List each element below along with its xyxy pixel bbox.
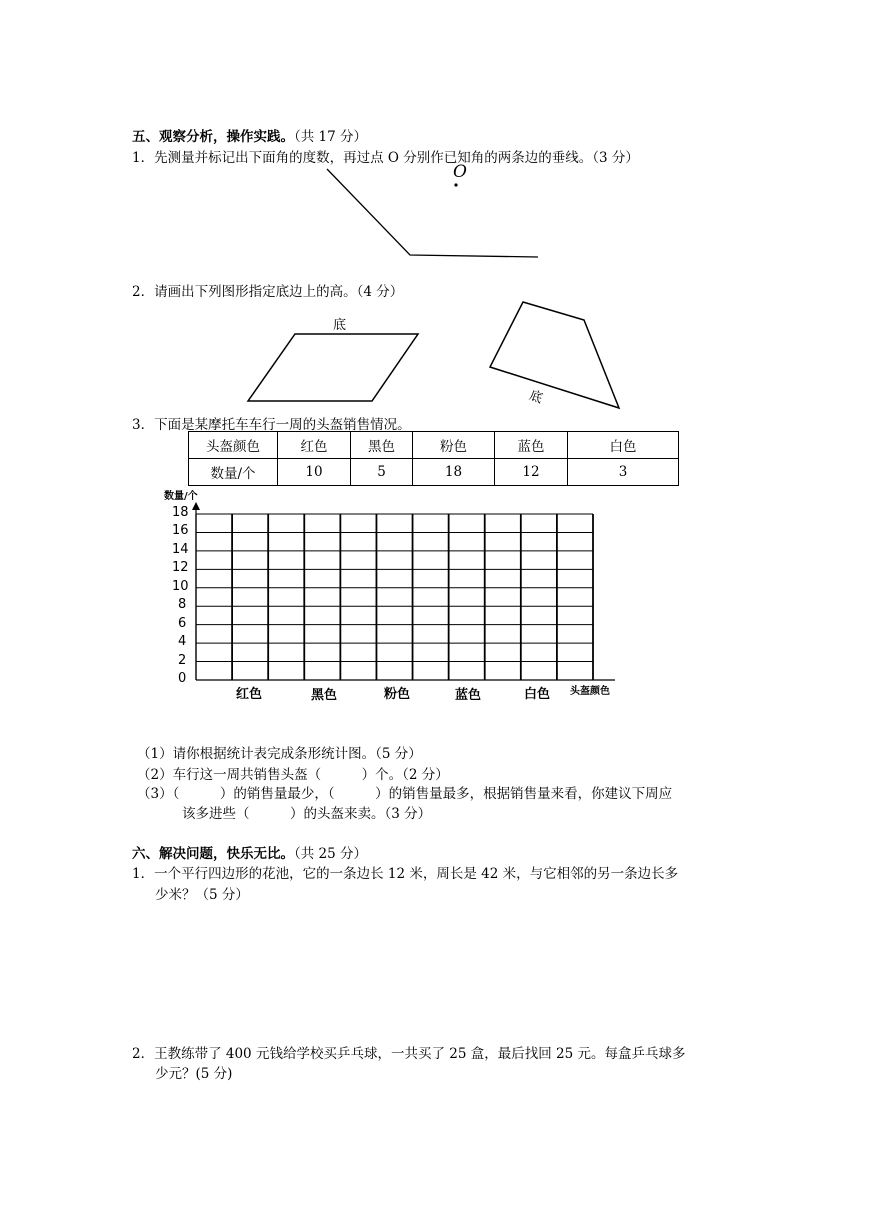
q3-text: 3．下面是某摩托车车行一周的头盔销售情况。 (132, 417, 411, 433)
y-tick-label: 18 (172, 505, 189, 520)
y-tick-label: 2 (178, 652, 187, 668)
table-cell: 蓝色 (495, 432, 568, 459)
table-cell: 数量/个 (189, 459, 278, 486)
q1-text: 1．先测量并标记出下面角的度数，再过点 O 分别作已知角的两条边的垂线。（3 分） (132, 150, 639, 166)
p1-line2: 少米？（5 分） (155, 887, 249, 903)
section6-title: 六、解决问题，快乐无比。 (132, 846, 294, 862)
parallelogram-base-label: 底 (333, 318, 347, 333)
point-o-label: O (453, 162, 467, 182)
table-cell: 5 (351, 459, 413, 486)
x-category-label: 粉色 (384, 687, 411, 702)
x-category-label: 白色 (524, 687, 551, 702)
q3-sub2: （2）车行这一周共销售头盔（ ）个。（2 分） (137, 767, 449, 783)
trapezoid-base-label: 底 (527, 388, 545, 407)
y-tick-label: 6 (178, 615, 187, 631)
y-tick-label: 12 (172, 560, 189, 576)
table-cell: 黑色 (351, 432, 413, 459)
table-cell: 红色 (278, 432, 351, 459)
section5-score: （共 17 分） (294, 129, 368, 145)
section5-title: 五、观察分析，操作实践。 (132, 129, 294, 145)
table-cell: 头盔颜色 (189, 432, 278, 459)
table-cell: 12 (495, 459, 568, 486)
q3-sub3-line2: 该多进些（ ）的头盔来卖。（3 分） (182, 806, 432, 822)
section6-score: （共 25 分） (294, 846, 368, 862)
chart-xlabel: 头盔颜色 (570, 686, 610, 697)
q3-sub3-line1: （3）（ ）的销售量最少，（ ）的销售量最多，根据销售量来看，你建议下周应 (137, 786, 673, 802)
y-axis-arrow (192, 502, 200, 510)
y-tick-label: 8 (178, 597, 187, 613)
section6-heading (132, 842, 367, 862)
y-tick-label: 14 (172, 541, 189, 557)
table-cell: 18 (413, 459, 495, 486)
p2-line2: 少元？(5 分) (155, 1066, 233, 1082)
q2-text: 2．请画出下列图形指定底边上的高。（4 分） (132, 284, 404, 300)
chart-ylabel: 数量/个 (164, 491, 198, 502)
p1-line1: 1．一个平行四边形的花池，它的一条边长 12 米，周长是 42 米，与它相邻的另一条边长多 (132, 866, 679, 882)
x-category-label: 蓝色 (455, 688, 482, 703)
y-tick-label: 4 (178, 634, 187, 650)
y-tick-label: 10 (172, 578, 189, 594)
table-cell: 3 (568, 459, 679, 486)
table-cell: 粉色 (413, 432, 495, 459)
q3-sub1: （1）请你根据统计表完成条形统计图。（5 分） (137, 746, 422, 762)
x-category-label: 红色 (236, 687, 263, 702)
y-tick-label: 16 (172, 523, 189, 539)
table-cell: 10 (278, 459, 351, 486)
p2-line1: 2．王教练带了 400 元钱给学校买乒乓球，一共买了 25 盒，最后找回 25 元。每盒乒乓球多 (132, 1046, 686, 1062)
table-cell: 白色 (568, 432, 679, 459)
y-tick-label: 0 (178, 671, 187, 686)
x-category-label: 黑色 (311, 688, 338, 703)
